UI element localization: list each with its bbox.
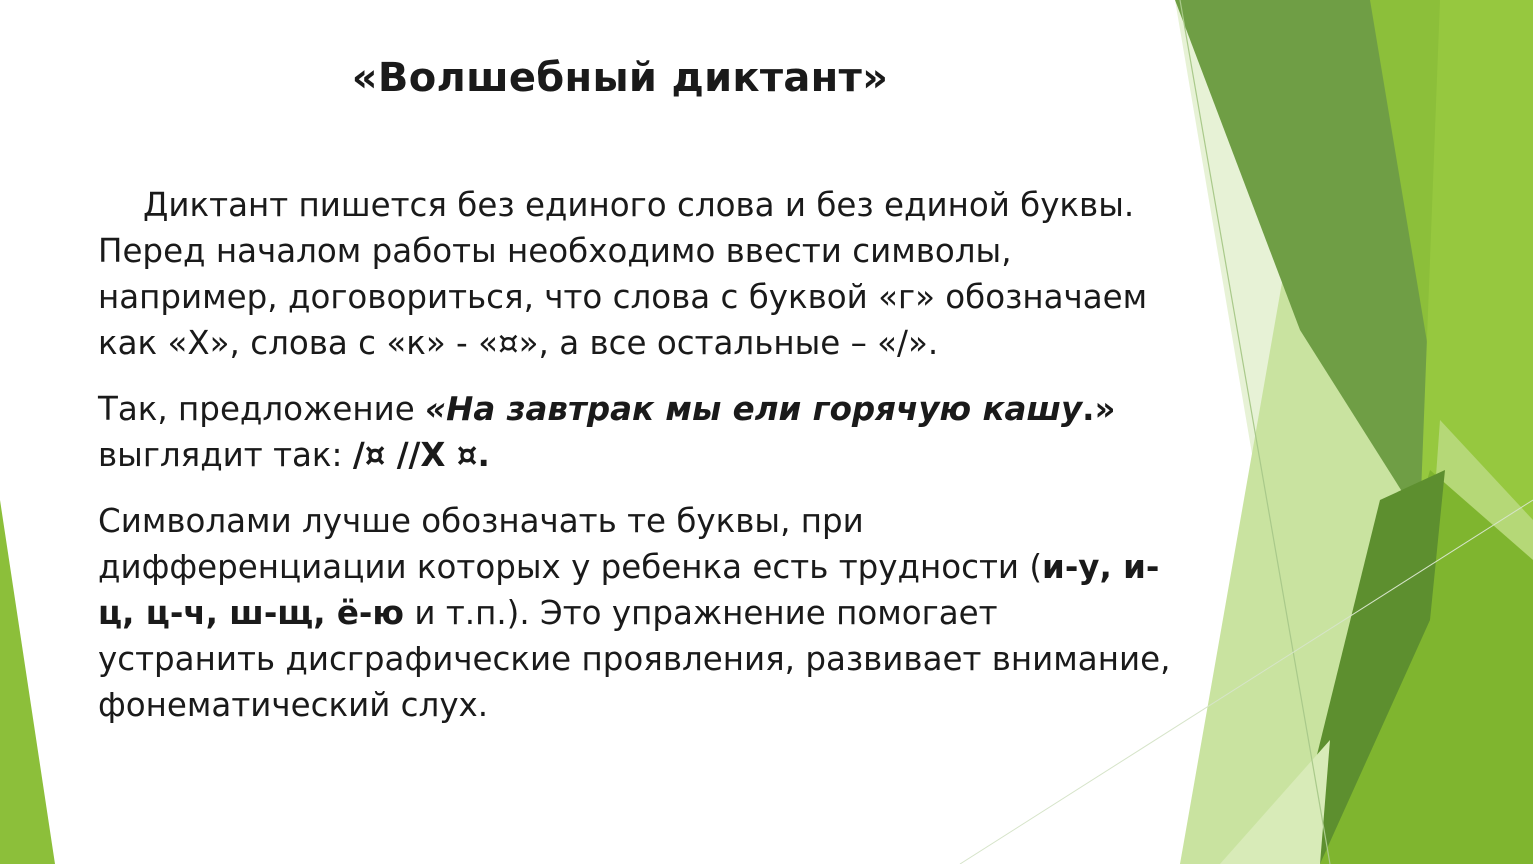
advice-tail: и т.п.). Это упражнение помогает устранить дисграфические проявления, развивает внимание, фонематический слух. [98,594,1171,724]
facet-left [0,500,55,864]
advice-lead: Символами лучше обозначать те буквы, при дифференциации которых у ребенка есть трудности ( [98,502,1043,586]
example-sentence: На завтрак мы ели горячую кашу [446,390,1083,428]
letter-pairs: и-у, и-ц, ц-ч, ш-щ, ё-ю [98,548,1160,632]
paragraph-example [98,386,1178,478]
slide-title: «Волшебный диктант» [351,55,889,101]
paragraph-instructions: Диктант пишется без единого слова и без единой буквы. Перед началом работы необходимо ввести символы, например, договориться, что слова с буквой «г» обозначаем как «Х», слова с «к» - «¤», а все остальные – «/». [98,186,1148,362]
result-lead: выглядит так: [98,436,353,474]
example-lead: Так, предложение [98,390,426,428]
example-open-quote: « [425,390,447,428]
slide-body [98,182,1178,728]
example-result: /¤ //Х ¤. [352,436,490,474]
example-close-quote: .» [1082,390,1116,428]
paragraph-advice [98,498,1178,728]
